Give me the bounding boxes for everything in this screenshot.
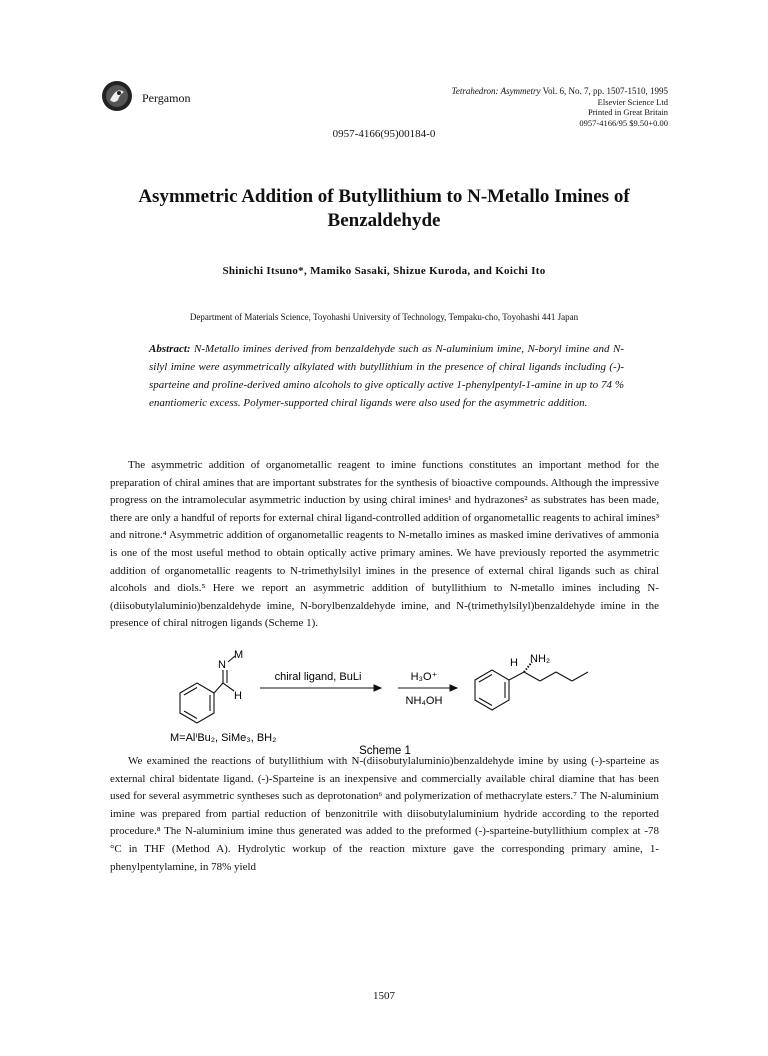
scheme-caption: Scheme 1 (359, 745, 411, 757)
scheme-metals: M=AlⁱBu₂, SiMe₃, BH₂ (170, 732, 277, 744)
product-h-label: H (510, 657, 518, 669)
body-paragraph-1: The asymmetric addition of organometallic reagent to imine functions constitutes an important method for the preparation of chiral amines that are important substrates for the synthesis of bioactive compounds. Although the impressive progress on the intramolecular asymmetric induction by using chiral imines¹ and hydrazones² as substrates has been made, there are only a handful of reports for external chiral ligand-controlled addition of organometallic reagents to achiral imines³ and nitrone.⁴ Asymmetric addition of organometallic reagents to N-metallo imines as masked imine derivatives of ammonia is one of the most useful method to obtain optically active primary amines. We have previously reported the asymmetric addition of organometallic reagents to N-trimethylsilyl imines in the presence of external chiral ligands such as chiral alcohols and diols.⁵ Here we report an asymmetric addition of butyllithium to N-metallo imines including N-(diisobutylaluminio)benzaldehyde imine, N-borylbenzaldehyde imine, and N-(trimethylsilyl)benzaldehyde imine in the presence of chiral nitrogen ligands (Scheme 1). (110, 459, 659, 630)
article-code: 0957-4166(95)00184-0 (332, 128, 436, 140)
journal-publisher-line: Elsevier Science Ltd (597, 96, 668, 107)
benzene-ring-left (180, 683, 214, 723)
journal-info (338, 86, 668, 128)
article-title: Asymmetric Addition of Butyllithium to N-Metallo Imines of Benzaldehyde (138, 186, 630, 231)
publisher-name: Pergamon (142, 91, 191, 105)
body-paragraph-2: We examined the reactions of butyllithium with N-(diisobutylaluminio)benzaldehyde imine by using (-)-sparteine as external chiral bidentate ligand. (-)-Sparteine is an inexpensive and commercially available chiral diamine that has been used for several asymmetric syntheses such as deprotonation⁶ and polymerization of methacrylate esters.⁷ The N-aluminium imine was prepared from partial reduction of benzonitrile with diisobutylaluminium hydride according to the reported procedure.⁸ The N-aluminium imine thus generated was added to the preformed (-)-sparteine-butyllithium complex at -78 °C in THF (Method A). Hydrolytic workup of the reaction mixture gave the corresponding primary amine, 1-phenylpentylamine, in 78% yield (110, 755, 659, 873)
authors: Shinichi Itsuno*, Mamiko Sasaki, Shizue Kuroda, and Koichi Ito (222, 265, 546, 277)
benzene-ring-right (475, 670, 509, 710)
imine-m-label: M (234, 649, 244, 661)
imine-n-label: N (218, 659, 226, 671)
imine-h-label: H (234, 690, 242, 702)
pergamon-logo-icon (101, 80, 133, 112)
journal-price-line: 0957-4166/95 $9.50+0.00 (579, 117, 668, 128)
journal-name: Tetrahedron: Asymmetry (451, 86, 541, 96)
abstract-label: Abstract: (149, 343, 191, 355)
abstract (149, 340, 624, 412)
reagent-2-top: H₃O⁺ (410, 671, 438, 683)
reaction-arrow-2 (398, 685, 457, 691)
reagent-1: chiral ligand, BuLi (274, 671, 362, 683)
affiliation: Department of Materials Science, Toyohashi University of Technology, Tempaku-cho, Toyohashi 441 Japan (189, 312, 579, 322)
scheme-1-reaction (160, 648, 620, 763)
reagent-2-bottom: NH₄OH (405, 695, 443, 707)
reaction-arrow-1 (260, 685, 381, 691)
product-nh2-label: NH₂ (530, 653, 551, 665)
journal-printed-line: Printed in Great Britain (587, 107, 668, 117)
journal-volume: Vol. 6, No. 7, pp. 1507-1510, 1995 (542, 86, 668, 96)
page-number: 1507 (373, 990, 395, 1002)
abstract-text: N-Metallo imines derived from benzaldehyde such as N-aluminium imine, N-boryl imine and N-silyl imine were asymmetrically alkylated with butyllithium in the presence of chiral ligands including (-)-sparteine and proline-derived amino alcohols to give optically active 1-phenylpentyl-1-amine in up to 74 % enantiomeric excess. Polymer-supported chiral ligands were also used for the asymmetric addition. (149, 343, 624, 409)
